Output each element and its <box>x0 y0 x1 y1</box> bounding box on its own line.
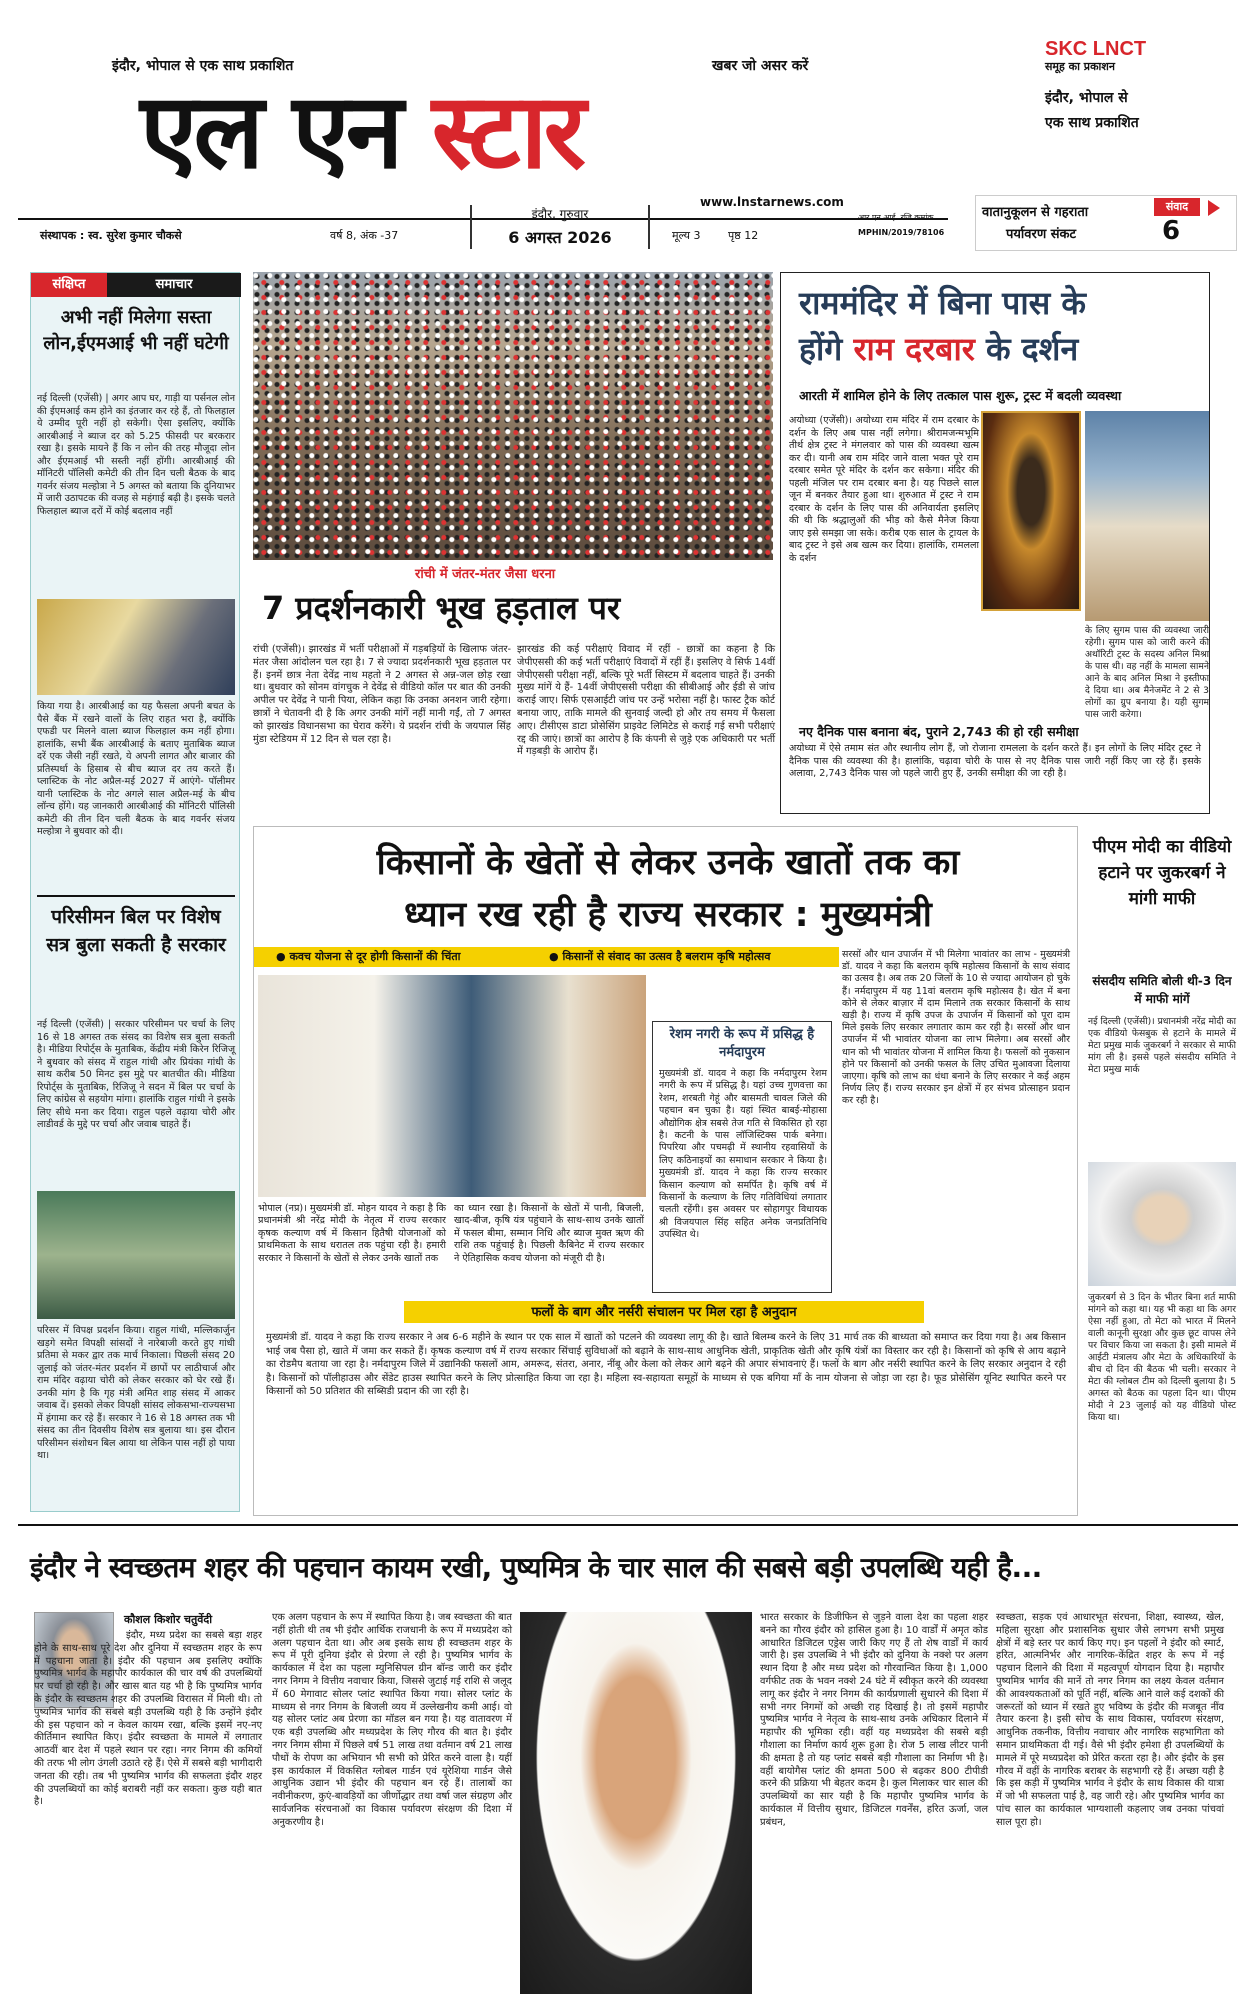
ram-box <box>780 272 1210 814</box>
promo-box[interactable] <box>975 195 1237 251</box>
indore-headline: इंदौर ने स्वच्छतम शहर की पहचान कायम रखी, पुष्यमित्र के चार साल की सबसे बड़ी उपलब्धि यही है... <box>30 1551 1042 1584</box>
strike-col-2: झारखंड की कई परीक्षाएं विवाद में रहीं - छात्रों का कहना है कि जेपीएससी की कई भर्ती परीक्षाएं विवादों में रहीं हैं। इसलिए वे सिर्फ 14वीं जेपीएससी परीक्षा नहीं, बल्कि पूरे भर्ती सिस्टम में बदलाव चाहते हैं। उनकी मुख्य मांगें ये हैं- 14वीं जेपीएससी परीक्षा की सीबीआई और ईडी से जांच कराई जाए। सिर्फ एसआईटी जांच पर उन्हें भरोसा नहीं है। फास्ट ट्रैक कोर्ट बनाया जाए, ताकि मामले की सुनवाई जल्दी हो और तय समय में फैसला आए। टीसीएस डाटा प्रोसेसिंग प्राइवेट लिमिटेड से कराई गई सभी परीक्षाएं रद्द की जाएं। छात्रों का आरोप है कि कंपनी से जुड़े एक अधिकारी पर भर्ती में गड़बड़ी के आरोप हैं। <box>517 644 775 758</box>
ram-temple-photo <box>1085 411 1209 621</box>
brand-line2: एक साथ प्रकाशित <box>1045 115 1139 131</box>
promo-number: 6 <box>1162 216 1181 246</box>
ram-darbar-photo <box>981 411 1081 611</box>
cm-strip-label: फलों के बाग और नर्सरी संचालन पर मिल रहा है अनुदान <box>531 1305 797 1320</box>
brief-story-2: किया गया है। आरबीआई का यह फैसला अपनी बचत के पैसे बैंक में रखने वालों के लिए राहत भरा है, क्योंकि एफडी पर मिलने वाला ब्याज फिलहाल कम नहीं होगा। हालांकि, सभी बैंक आरबीआई के बताए मुताबिक ब्याज दरें एक जैसी नहीं रखते, ये अपनी लागत और बाजार की प्रतिस्पर्धा के हिसाब से बीच ब्याज दर तय करते हैं। प्लास्टिक के नोट अप्रैल-मई 2027 में आएंगे- पॉलीमर यानी प्लास्टिक के नोट अगले साल अप्रैल-मई के बीच लॉन्च होंगे। यह जानकारी आरबीआई की मॉनिटरी पॉलिसी कमेटी की तीन दिन चली बैठक के बाद गवर्नर संजय मल्होत्रा ने बुधवार को दी। <box>37 701 235 837</box>
city-day: इंदौर, गुरुवार <box>531 207 589 221</box>
brand-block <box>1045 38 1245 132</box>
indore-col-3: भारत सरकार के डिजीफिन से जुड़ने वाला देश का पहला शहर बनने का गौरव इंदौर को हासिल हुआ है। 10 वार्डों में अमृत कोड आधारित डिजिटल एड्रेस जारी किए गए हैं तो शेष वार्डों में कार्य जारी है। इस उपलब्धि ने भी इंदौर को दुनिया के नक्शे पर अलग स्थान दिया है और मध्य प्रदेश को गौरवान्वित किया है। 1,000 वर्गफीट तक के भवन नक्शे 24 घंटे में स्वीकृत करने की व्यवस्था लागू कर इंदौर ने नगर निगम की कार्यप्रणाली सुधारने की दिशा में सभी नगर निगमों को अच्छी राह दिखाई है। तो इसमें महापौर पुष्यमित्र भार्गव ने नेतृत्व के साथ-साथ उनके अधिकार दिलाने में महापौर की भूमिका रही। वहीं यह मध्यप्रदेश की सबसे बड़ी गौशाला का निर्माण कार्य शुरू हुआ है। रोज 5 लाख लीटर पानी की क्षमता है तो यह प्लांट सबसे बड़ी गौशाला का निर्माण भी है। वहीं बायोगैस प्लांट की क्षमता 500 से बढ़कर 800 टीपीडी करने की प्रक्रिया भी बेहतर कदम है। कुल मिलाकर चार साल की उपलब्धियों का सार यही है कि महापौर पुष्यमित्र भार्गव के कार्यकाल में वित्तीय सुधार, डिजिटल गवर्नेंस, हरित ऊर्जा, जल प्रबंधन, <box>760 1612 988 1828</box>
cm-tag-2-label: किसानों से संवाद का उत्सव है बलराम कृषि महोत्सव <box>562 950 771 963</box>
resham-title: रेशम नगरी के रूप में प्रसिद्ध है नर्मदापुरम <box>669 1027 815 1060</box>
founder: संस्थापक : स्व. सुरेश कुमार चौकसे <box>40 229 182 242</box>
cm-col-2: का ध्यान रखा है। किसानों के खेतों में पानी, बिजली, खाद-बीज, कृषि यंत्र पहुंचाने के साथ-साथ उनके खातों में फसल बीमा, सम्मान निधि और ब्याज मुक्त ऋण की राशि तक पहुंचाई है। पिछली कैबिनेट में राज्य सरकार ने ऐतिहासिक कवच योजना को मंजूरी दी है। <box>454 1203 644 1264</box>
brief-story-1: नई दिल्ली (एजेंसी) | अगर आप घर, गाड़ी या पर्सनल लोन की ईएमआई कम होने का इंतजार कर रहे हैं, तो फिलहाल ये उम्मीद पूरी नहीं हो सकेगी। ऐसा इसलिए, क्योंकि आरबीआई ने ब्याज दर को 5.25 फीसदी पर बरकरार रखा है। इसके मायने हैं कि न लोन की तरह मौजूदा लोन और ईएमआई भी सस्ती नहीं होंगी। आरबीआई की मॉनिटरी पॉलिसी कमेटी की तीन दिन चली बैठक के बाद गवर्नर संजय मल्होत्रा ने 5 अगस्त को बताया कि दुनियाभर में जारी उठापटक की वजह से महंगाई बढ़ी है। इसके चलते फिलहाल ब्याज दरों में कोई बदलाव नहीं <box>37 393 235 517</box>
tag-dot-icon: ● <box>276 950 290 963</box>
brand-logo: SKC LNCT <box>1045 38 1147 60</box>
indore-col-4: स्वच्छता, सड़क एवं आधारभूत संरचना, शिक्षा, स्वास्थ्य, खेल, महिला सुरक्षा और प्रशासनिक सुधार जैसे लगभग सभी प्रमुख क्षेत्रों में बड़े स्तर पर कार्य किए गए। इन पहलों ने इंदौर को स्मार्ट, हरित, आत्मनिर्भर और नागरिक-केंद्रित शहर के रूप में नई पहचान दिलाने की दिशा में महत्वपूर्ण योगदान दिया है। महापौर पुष्यमित्र भार्गव की मानें तो नगर निगम का लक्ष्य केवल वर्तमान की आवश्यकताओं को पूर्ति नहीं, बल्कि आने वाले कई दशकों की जरूरतों को ध्यान में रखते हुए भविष्य के इंदौर की मजबूत नींव तैयार करना है। इसी सोच के साथ विकास, पर्यावरण संरक्षण, आधुनिक तकनीक, वित्तीय नवाचार और नागरिक सहभागिता को समान प्राथमिकता दी गई। वैसे भी इंदौर हमेशा ही उपलब्धियों के मामले में पूरे मध्यप्रदेश को प्रेरित करता रहा है। और इंदौर के इस गौरव में वहीं के नागरिक बराबर के सहभागी रहे हैं। अच्छा यही है कि इस कड़ी में पुष्यमित्र भार्गव ने इंदौर के साथ विकास की यात्रा में जो भी सफलता पाई है, वह जारी रहे। और पुष्यमित्र भार्गव का पांच साल का कार्यकाल भाग्यशाली कहलाए जब उनका पांचवां साल पूरा हो। <box>996 1612 1224 1828</box>
brief-headline-2: परिसीमन बिल पर विशेष सत्र बुला सकती है सरकार <box>46 906 226 956</box>
volume: वर्ष 8, अंक -37 <box>330 229 399 242</box>
resham-text: मुख्यमंत्री डॉ. यादव ने कहा कि नर्मदापुरम रेशम नगरी के रूप में प्रसिद्ध है। यहां उच्च गुणवत्ता का रेशम, शरबती गेहूं और बासमती चावल जिले की पहचान बन चुका है। यहां स्थित बाबई-मोहासा औद्योगिक क्षेत्र सबसे तेज गति से विकसित हो रहा है। कटनी के पास लॉजिस्टिक्स पार्क बनेगा। पिपरिया और पचमढ़ी में स्थानीय रहवासियों के लिए कठिनाइयों का समाधान सरकार ने किया है। मुख्यमंत्री डॉ. यादव ने कहा कि राज्य सरकार किसान कल्याण को समर्पित है। कृषि वर्ष में किसानों के कल्याण के लिए गतिविधियां लगातार चलती रहेंगी। इस अवसर पर सोहागपुर विधायक श्री विजयपाल सिंह सहित अनेक जनप्रतिनिधि उपस्थित थे। <box>659 1068 827 1241</box>
promo-flag-icon <box>1208 200 1220 216</box>
modi-photo <box>1088 1162 1236 1286</box>
cm-tag-1-label: कवच योजना से दूर होगी किसानों की चिंता <box>289 950 461 963</box>
tag-dot-icon: ● <box>549 950 563 963</box>
ram-deck: आरती में शामिल होने के लिए तत्काल पास शुरू, ट्रस्ट में बदली व्यवस्था <box>799 388 1122 403</box>
cm-photo <box>258 975 646 1197</box>
masthead-logo <box>140 70 582 200</box>
modi-story-2: जुकरबर्ग से 3 दिन के भीतर बिना शर्त माफी मांगने को कहा था। यह भी कहा था कि अगर ऐसा नहीं हुआ, तो मेटा को भारत में मिलने वाली कानूनी सुरक्षा और कुछ छूट वापस लेने पर विचार किया जा सकता है। इसी मामले में आईटी मंत्रालय और मेटा के अधिकारियों के बीच दो दिन की बैठक भी चली। सरकार ने मेटा की ग्लोबल टीम को दिल्ली बुलाया है। 5 अगस्त को बैठक का पहला दिन था। पीएम मोदी ने 23 जुलाई को यह वीडियो पोस्ट किया था। <box>1088 1292 1236 1423</box>
cm-tag-2 <box>539 947 839 967</box>
brief-divider <box>37 895 235 897</box>
cm-headline-2: ध्यान रख रही है राज्य सरकार : मुख्यमंत्री <box>404 895 932 935</box>
ram-subhead: नए दैनिक पास बनाना बंद, पुराने 2,743 की हो रही समीक्षा <box>799 724 1079 739</box>
ram-headline-c: के दर्शन <box>985 330 1079 368</box>
resham-box <box>652 1021 832 1293</box>
masthead-tagline-right: खबर जो असर करें <box>712 58 809 74</box>
modi-deck: संसदीय समिति बोली थी-3 दिन में माफी मांगें <box>1092 974 1232 1006</box>
cm-box <box>253 826 1078 1516</box>
brief-story-4: परिसर में विपक्ष प्रदर्शन किया। राहुल गांधी, मल्लिकार्जुन खड़गे समेत विपक्षी सांसदों ने नारेबाजी करते हुए गांधी प्रतिमा से मकर द्वार तक मार्च निकाला। पिछली संसद 20 जुलाई को जंतर-मंतर प्रदर्शन में छापों पर लाठीचार्ज और राम मंदिर वढ़ाया चोरी को लेकर सरकार को घेर रखे हैं। उनकी मांग है कि गृह मंत्री अमित शाह संसद में आकर जवाब दें। इसको लेकर विपक्षी सांसद लोकसभा-राज्यसभा में हंगामा कर रहे हैं। सरकार ने 16 से 18 अगस्त तक भी संसद का तीन दिवसीय विशेष सत्र बुलाया था। इस दौरान परिसीमन संशोधन बिल आया था लेकिन पास नहीं हो पाया था। <box>37 1325 235 1461</box>
section-rule <box>18 1524 1238 1526</box>
ram-headline-line2 <box>799 327 1209 371</box>
strike-col-1: रांची (एजेंसी)। झारखंड में भर्ती परीक्षाओं में गड़बड़ियों के खिलाफ जंतर-मंतर जैसा आंदोलन चल रहा है। 7 से ज्यादा प्रदर्शनकारी भूख हड़ताल पर हैं। इनमें छात्र नेता देवेंद्र नाथ महतो ने 2 अगस्त से अन्न-जल छोड़ रखा था। बुधवार को सोनम वांगचुक ने देवेंद्र से वीडियो कॉल पर बात की उनकी अपील पर देवेंद्र ने पानी पिया, लेकिन कहा कि उनका अनशन जारी रहेगा। छात्रों ने चेतावनी दी है कि अगर उनकी मांगें नहीं मानी गईं, तो 7 अगस्त को झारखंड विधानसभा का घेराव करेंगे। ये प्रदर्शन रांची के जयपाल सिंह मुंडा स्टेडियम में 12 दिन से चल रहा है। <box>253 644 511 745</box>
ram-col-2: के लिए सुगम पास की व्यवस्था जारी रहेगी। सुगम पास को जारी करने की अथॉरिटी ट्रस्ट के सदस्य अनिल मिश्रा के पास थी। वह नहीं के मामला सामने आने के बाद अनिल मिश्रा ने इस्तीफा दे दिया था। अब मैनेजमेंट ने 2 से 3 लोगों का ग्रुप बनाया है। यही सुगम पास जारी करेगा। <box>1085 625 1209 720</box>
brand-line1: इंदौर, भोपाल से <box>1045 90 1128 106</box>
date: 6 अगस्त 2026 <box>508 228 612 247</box>
protest-photo <box>253 272 773 560</box>
logo-black: एल एन <box>140 70 400 192</box>
cm-headline-1: किसानों के खेतों से लेकर उनके खातों तक का <box>376 843 960 883</box>
modi-box <box>1086 826 1238 1516</box>
tab-brief: संक्षिप्त <box>31 273 107 297</box>
indore-col-1: इंदौर, मध्य प्रदेश का सबसे बड़ा शहर होने के साथ-साथ पूरे देश और दुनिया में स्वच्छतम शहर के रूप में पहचाना जाता है। इंदौर की पहचान अब इसलिए क्योंकि पुष्यमित्र भार्गव के महापौर कार्यकाल की चार वर्ष की उपलब्धियों पर चर्चा हो रही है। और खास बात यह भी है कि पुष्यमित्र भार्गव के इंदौर के स्वच्छतम शहर की उपलब्धि विरासत में मिली थी। तो पुष्यमित्र भार्गव की सबसे बड़ी उपलब्धि यही है कि उन्होंने इंदौर की इस पहचान को न केवल कायम रखा, बल्कि इसमें नए-नए कीर्तिमान स्थापित किए। इंदौर स्वच्छता के मामले में लगातार आठवीं बार देश में पहले स्थान पर रहा। नगर निगम की कमियों की तरफ भी लोग उंगली उठाते रहे हैं। ऐसे में सबसे बड़ी भागीदारी जनता की रही। तब भी पुष्यमित्र भार्गव की सफलता इंदौर शहर की उपलब्धियों का कोई बराबरी नहीं कर सकता। कुछ यही बात है। <box>34 1630 262 1808</box>
indore-byline: कौशल किशोर चतुर्वेदी <box>124 1613 213 1626</box>
promo-label: संवाद <box>1154 198 1200 216</box>
strike-kicker: रांची में जंतर-मंतर जैसा धरना <box>415 567 556 582</box>
website-url[interactable]: www.lnstarnews.com <box>700 195 844 209</box>
ram-col-3: अयोध्या में ऐसे तमाम संत और स्थानीय लोग हैं, जो रोजाना रामलला के दर्शन करते हैं। इन लोगों के लिए मंदिर ट्रस्ट ने दैनिक पास की व्यवस्था की है। हालांकि, चढ़ावा चोरी के पास से नए दैनिक पास जारी नहीं किए जा रहे हैं। इसके अलावा, 2,743 दैनिक पास जो पहले जारी हुए हैं, उनकी समीक्षा की जा रही है। <box>789 743 1201 779</box>
rni-label: आर.एन.आई. रजि.क्रमांक <box>858 213 934 222</box>
modi-story-1: नई दिल्ली (एजेंसी)। प्रधानमंत्री नरेंद्र मोदी का एक वीडियो फेसबुक से हटाने के मामले में मेटा प्रमुख मार्क जुकरबर्ग ने सरकार से माफी मांग ली है। इससे पहले संसदीय समिति ने मेटा प्रमुख मार्क <box>1088 1016 1236 1075</box>
parliament-photo <box>37 1191 235 1319</box>
tab-news: समाचार <box>107 273 241 297</box>
price: मूल्य 3 <box>672 229 701 242</box>
cm-col-1: भोपाल (नप्र)। मुख्यमंत्री डॉ. मोहन यादव ने कहा है कि प्रधानमंत्री श्री नरेंद्र मोदी के नेतृत्व में राज्य सरकार कृषक कल्याण वर्ष में किसान हितैषी योजनाओं को प्राथमिकता के साथ धरातल तक पहुंचा रही है। हमारी सरकार ने किसानों के खेतों से लेकर उनके खातों तक <box>258 1203 446 1264</box>
brief-headline-1: अभी नहीं मिलेगा सस्ता लोन,ईएमआई भी नहीं घटेगी <box>43 307 229 354</box>
indore-col-2: एक अलग पहचान के रूप में स्थापित किया है। जब स्वच्छता की बात नहीं होती थी तब भी इंदौर आर्थिक राजधानी के रूप में मध्यप्रदेश को अलग पहचान देता था। और अब इसके साथ ही स्वच्छतम शहर के रूप में पूरी दुनिया इंदौर से प्रेरणा ले रही है। पुष्यमित्र भार्गव के कार्यकाल में देश का पहला म्युनिसिपल ग्रीन बॉन्ड जारी कर इंदौर नगर निगम ने वित्तीय नवाचार किया, जिससे जुटाई गई राशि से जलूद में 60 मेगावाट सोलर प्लांट स्थापित किया गया। सोलर प्लांट के माध्यम से नगर निगम के बिजली व्यय में उल्लेखनीय कमी आई। वो यह सोलर प्लांट अब प्रेरणा का मॉडल बन गया है। यह वातावरण में एक बड़ी उपलब्धि और मध्यप्रदेश के लिए गौरव की बात है। इंदौर नगर निगम सीमा में पिछले वर्ष 51 लाख तथा वर्तमान वर्ष 21 लाख पौधों के रोपण का अभियान भी सभी को प्रेरित करने वाला है। यहीं इस कार्यकाल में विकसित ग्लोबल गार्डन एवं यूरेशिया गार्डन जैसे आधुनिक उद्यान भी इंदौर की पहचान बन रहे हैं। तालाबों का नवीनीकरण, कुएं-बावड़ियों का जीर्णोद्धार तथा वर्षा जल संग्रहण और सार्वजनिक संरचनाओं का विकास पर्यावरण संरक्षण की दिशा में अनुकरणीय है। <box>272 1612 512 1828</box>
ram-headline-red: राम दरबार <box>853 330 975 368</box>
brief-column <box>30 272 240 1512</box>
logo-red: स्टार <box>431 70 583 192</box>
ram-headline-b: होंगे <box>799 330 843 368</box>
mayor-photo <box>520 1612 752 1994</box>
modi-headline: पीएम मोदी का वीडियो हटाने पर जुकरबर्ग ने मांगी माफी <box>1092 837 1232 909</box>
rni-number: MPHIN/2019/78106 <box>858 228 945 237</box>
date-box <box>470 205 650 249</box>
ram-col-1: अयोध्या (एजेंसी)। अयोध्या राम मंदिर में राम दरबार के दर्शन के लिए अब पास नहीं लगेगा। श्रीरामजन्मभूमि तीर्थ क्षेत्र ट्रस्ट ने मंगलवार को पास की व्यवस्था खत्म कर दी। यानी अब राम मंदिर जाने वाला भक्त पूरे राम दरबार समेत पूरे मंदिर के दर्शन कर सकेगा। मंदिर की पहली मंजिल पर राम दरबार बना है। यह पिछले साल जून में बनकर तैयार हुआ था। शुरुआत में ट्रस्ट ने राम दरबार के दर्शन के लिए पास की अनिवार्यता इसलिए की थी कि श्रद्धालुओं की भीड़ को कैसे मैनेज किया जाए इसे समझा जा सके। करीब एक साल के ट्रायल के बाद ट्रस्ट ने इसे अब खत्म कर दिया। हालांकि, रामलला के दर्शन <box>789 415 979 564</box>
brand-sub: समूह का प्रकाशन <box>1045 60 1115 73</box>
strike-headline: 7 प्रदर्शनकारी भूख हड़ताल पर <box>262 589 621 627</box>
ram-headline-line1: राममंदिर में बिना पास के <box>799 284 1086 322</box>
rbi-photo <box>37 599 235 695</box>
cm-strip <box>404 1301 924 1323</box>
brief-story-3: नई दिल्ली (एजेंसी) | सरकार परिसीमन पर चर्चा के लिए 16 से 18 अगस्त तक संसद का विशेष सत्र बुला सकती है। मीडिया रिपोर्ट्स के मुताबिक, केंद्रीय मंत्री किरेन रिजिजू ने बुधवार को संसद में राहुल गांधी और प्रियंका गांधी के साथ करीब 50 मिनट इस मुद्दे पर बातचीत की। मीडिया रिपोर्ट्स के मुताबिक, रिजिजू ने सदन में बिल पर चर्चा के लिए कांग्रेस से सहयोग मांगा। हालांकि राहुल गांधी ने इसके लिए सीधे मना कर दिया। राहुल पहले वढ़ाया चोरी और लाडीवर्ड के मुद्दे पर चर्चा और जवाब चाहते हैं। <box>37 1019 235 1130</box>
promo-line1: वातानुकूलन से गहराता <box>982 205 1089 220</box>
cm-col-3: सरसों और धान उपार्जन में भी मिलेगा भावांतर का लाभ - मुख्यमंत्री डॉ. यादव ने कहा कि बलराम कृषि महोत्सव किसानों के साथ संवाद का उत्सव है। अब तक 20 जिलों के 10 से ज्यादा आयोजन हो चुके हैं। नर्मदापुरम में यह 11वां बलराम कृषि महोत्सव है। खेत में बना कोने से लेकर बाज़ार में दाम मिलाने तक सरकार किसानों के साथ खड़ी है। राज्य में कृषि उपज के उपार्जन में किसानों को पूरा दाम मिले इसके लिए सरकार लगातार काम कर रही है। सरसों और धान उपार्जन में भी भावांतर योजना का लाभ मिलेगा। अब सरसों और धान को भी भावांतर योजना में शामिल किया है। फसलों को नुकसान होने पर किसानों को उनकी फसल के लिए उचित मुआवजा दिलाया जाएगा। कृषि को लाभ का धंधा बनाने के लिए सरकार ने कई अहम निर्णय लिए हैं। राज्य सरकार इन क्षेत्रों में हर संभव प्रोत्साहन प्रदान कर रही है। <box>842 949 1070 1107</box>
promo-line2: पर्यावरण संकट <box>1006 227 1077 242</box>
cm-tag-1 <box>254 947 539 967</box>
pages: पृष्ठ 12 <box>728 229 759 242</box>
masthead-tagline-left: इंदौर, भोपाल से एक साथ प्रकाशित <box>112 58 294 74</box>
cm-bottom: मुख्यमंत्री डॉ. यादव ने कहा कि राज्य सरकार ने अब 6-6 महीने के स्थान पर एक साल में खातों को पटलने की व्यवस्था लागू की है। खाते बिलम्ब करने के लिए 31 मार्च तक की बाध्यता को समाप्त कर दिया गया है। अब किसान भाई जब पैसा हो, खाते में जमा कर सकते हैं। कृषक कल्याण वर्ष में राज्य सरकार सिंचाई सुविधाओं को बढ़ाने के साथ-साथ आधुनिक खेती, प्राकृतिक खेती और कृषि यंत्रों का विस्तार कर रही है। किसानों को कृषि से आय बढ़ाने का रोडमैप बताया जा रहा है। नर्मदापुरम जिले में उद्यानिकी फसलों आम, अमरूद, संतरा, अनार, नींबू और केला को लेकर आगे बढ़ने की अपार संभावनाएं हैं। फलों के बाग और नर्सरी स्थापित करने के लिए सरकार अनुदान दे रही है। किसानों को पॉलीहाउस और सेंडेट हाउस स्थापित करने के लिए प्रोत्साहित किया जा रहा है। महिला स्व-सहायता समूहों के माध्यम से एक बगिया माँ के नाम योजना से जोड़ा जा रहा है। फूड प्रोसेसिंग यूनिट स्थापित करने पर किसानों को 50 प्रतिशत की सब्सिडी प्रदान की जा रही है। <box>266 1332 1066 1398</box>
masthead <box>0 0 1247 250</box>
